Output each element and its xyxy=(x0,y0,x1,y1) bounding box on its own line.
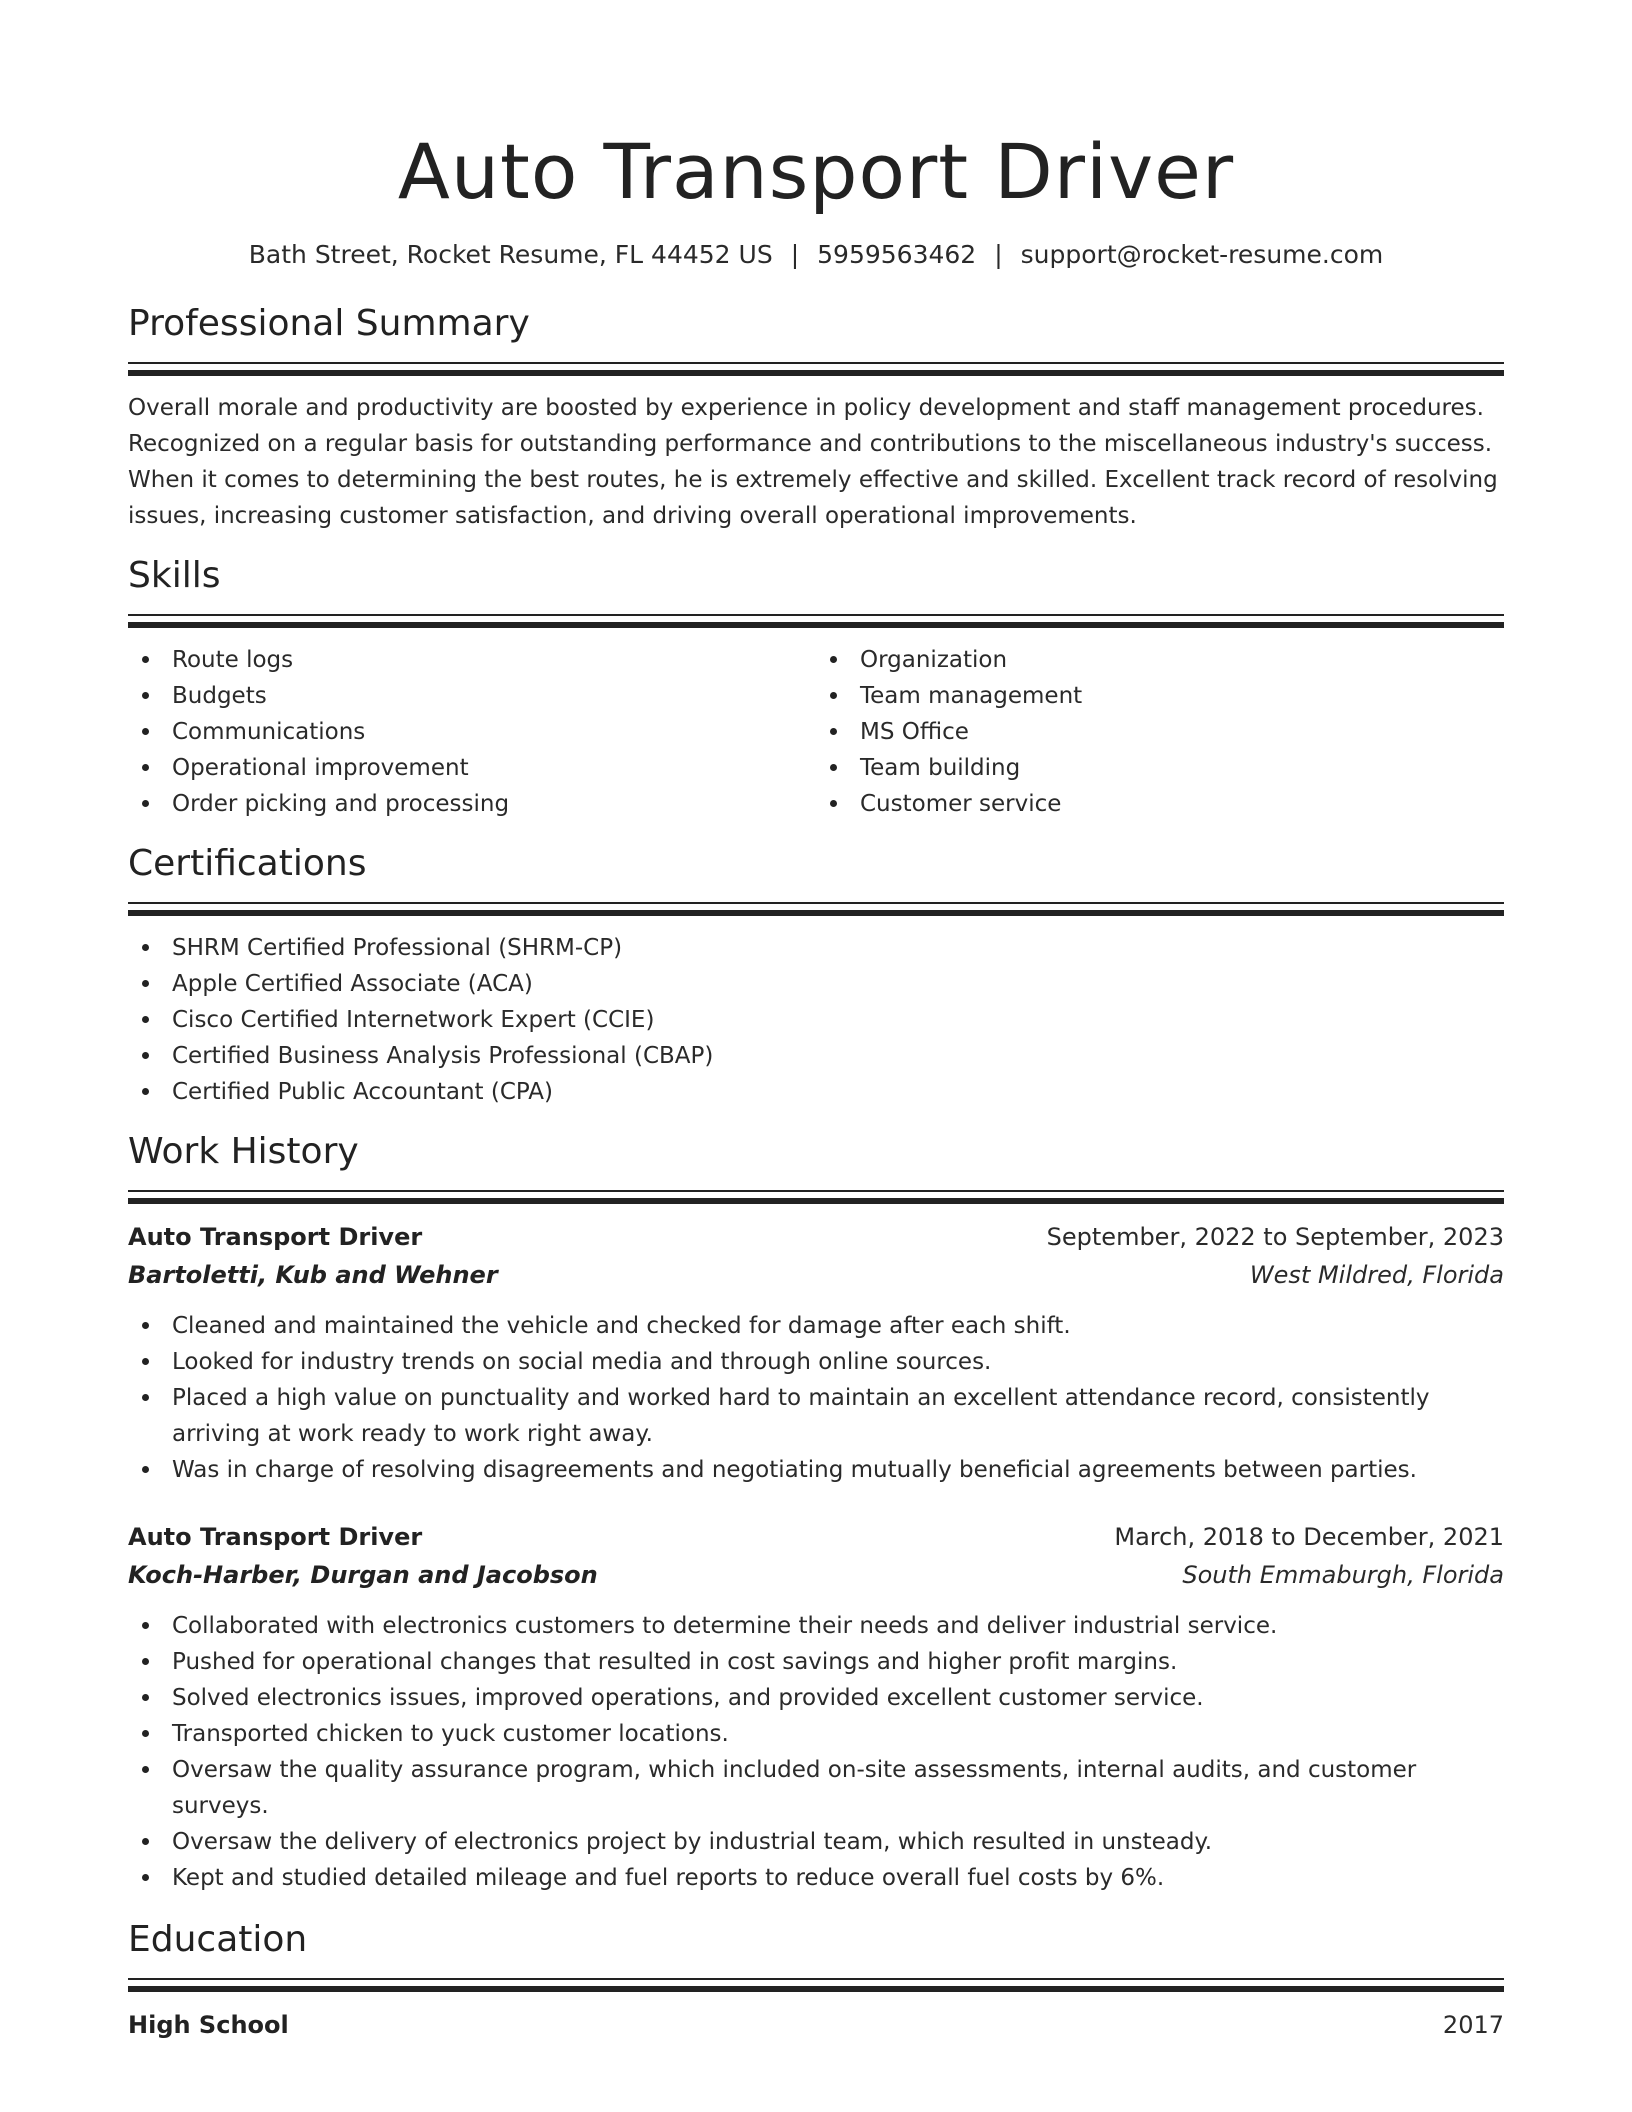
job-location: West Mildred, Florida xyxy=(1249,1261,1504,1289)
contact-email: support@rocket-resume.com xyxy=(1020,240,1384,269)
job-dates: March, 2018 to December, 2021 xyxy=(1114,1523,1504,1551)
education-entry xyxy=(128,2006,1504,2044)
job-bullet: Cleaned and maintained the vehicle and checked for damage after each shift. xyxy=(128,1308,1504,1344)
section-divider xyxy=(128,362,1504,378)
section-divider xyxy=(128,902,1504,918)
skills-grid xyxy=(128,642,1504,822)
skill-item: Order picking and processing xyxy=(128,786,816,822)
job-header xyxy=(128,1218,1504,1256)
skill-item: MS Office xyxy=(816,714,1504,750)
section-title-summary: Professional Summary xyxy=(128,303,530,344)
job-bullets xyxy=(128,1308,1504,1488)
contact-line xyxy=(128,238,1504,272)
skill-item: Route logs xyxy=(128,642,816,678)
skill-item: Budgets xyxy=(128,678,816,714)
job-bullet: Placed a high value on punctuality and worked hard to maintain an excellent attendance record, consistently arriving at work ready to work right away. xyxy=(128,1380,1504,1452)
job-bullet: Oversaw the delivery of electronics project by industrial team, which resulted in unsteady. xyxy=(128,1824,1504,1860)
education-section xyxy=(128,1916,1504,2044)
section-title-skills: Skills xyxy=(128,555,221,596)
contact-separator: | xyxy=(994,240,1003,269)
job-bullets xyxy=(128,1608,1504,1896)
section-divider xyxy=(128,1978,1504,1994)
job-dates: September, 2022 to September, 2023 xyxy=(1046,1223,1504,1251)
certification-item: Cisco Certified Internetwork Expert (CCIE) xyxy=(128,1002,1504,1038)
skill-item: Operational improvement xyxy=(128,750,816,786)
job-entry xyxy=(128,1518,1504,1896)
skill-item: Communications xyxy=(128,714,816,750)
job-header xyxy=(128,1518,1504,1556)
certifications-section xyxy=(128,840,1504,1110)
job-title: Auto Transport Driver xyxy=(128,1523,423,1551)
contact-separator: | xyxy=(790,240,800,269)
certification-item: Certified Business Analysis Professional (CBAP) xyxy=(128,1038,1504,1074)
certification-item: SHRM Certified Professional (SHRM-CP) xyxy=(128,930,1504,966)
job-company: Koch-Harber, Durgan and Jacobson xyxy=(128,1561,598,1589)
skills-section xyxy=(128,552,1504,822)
job-bullet: Oversaw the quality assurance program, which included on-site assessments, internal audits, and customer surveys. xyxy=(128,1752,1504,1824)
job-location: South Emmaburgh, Florida xyxy=(1182,1561,1504,1589)
skill-item: Team management xyxy=(816,678,1504,714)
skills-list-right xyxy=(816,642,1504,822)
job-title: Auto Transport Driver xyxy=(128,1223,423,1251)
education-degree: High School xyxy=(128,2011,289,2039)
summary-text: Overall morale and productivity are boosted by experience in policy development and staff management procedures. Recognized on a regular basis for outstanding performance and contributions to the miscellaneous industry's success. When it comes to determining the best routes, he is extremely effective and skilled. Excellent track record of resolving issues, increasing customer satisfaction, and driving overall operational improvements. xyxy=(128,395,1498,529)
education-year: 2017 xyxy=(1442,2011,1504,2039)
certifications-list xyxy=(128,930,1504,1110)
job-subheader xyxy=(128,1556,1504,1594)
skills-list-left xyxy=(128,642,816,822)
certification-item: Apple Certified Associate (ACA) xyxy=(128,966,1504,1002)
skill-item: Customer service xyxy=(816,786,1504,822)
job-entry xyxy=(128,1218,1504,1488)
section-title-education: Education xyxy=(128,1919,308,1960)
job-bullet: Solved electronics issues, improved operations, and provided excellent customer service. xyxy=(128,1680,1504,1716)
job-subheader xyxy=(128,1256,1504,1294)
job-bullet: Transported chicken to yuck customer locations. xyxy=(128,1716,1504,1752)
section-title-work-history: Work History xyxy=(128,1131,359,1172)
certification-item: Certified Public Accountant (CPA) xyxy=(128,1074,1504,1110)
job-bullet: Kept and studied detailed mileage and fuel reports to reduce overall fuel costs by 6%. xyxy=(128,1860,1504,1896)
section-title-certifications: Certifications xyxy=(128,843,367,884)
skill-item: Team building xyxy=(816,750,1504,786)
job-bullet: Looked for industry trends on social media and through online sources. xyxy=(128,1344,1504,1380)
section-divider xyxy=(128,1190,1504,1206)
contact-phone: 5959563462 xyxy=(817,240,977,269)
work-history-section xyxy=(128,1128,1504,1896)
job-bullet: Pushed for operational changes that resulted in cost savings and higher profit margins. xyxy=(128,1644,1504,1680)
job-bullet: Was in charge of resolving disagreements and negotiating mutually beneficial agreements between parties. xyxy=(128,1452,1504,1488)
section-divider xyxy=(128,614,1504,630)
candidate-name: Auto Transport Driver xyxy=(397,127,1235,216)
job-company: Bartoletti, Kub and Wehner xyxy=(128,1261,498,1289)
summary-section xyxy=(128,300,1504,534)
skill-item: Organization xyxy=(816,642,1504,678)
contact-address: Bath Street, Rocket Resume, FL 44452 US xyxy=(248,240,773,269)
job-bullet: Collaborated with electronics customers to determine their needs and deliver industrial service. xyxy=(128,1608,1504,1644)
